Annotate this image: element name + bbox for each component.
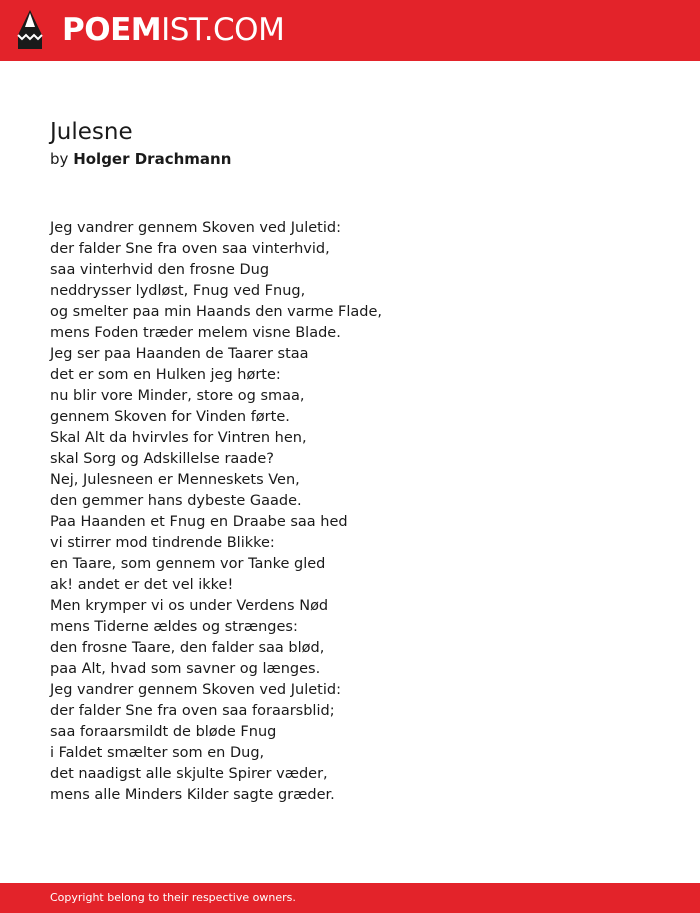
poem-author: Holger Drachmann <box>73 150 232 168</box>
poem-line: Jeg vandrer gennem Skoven ved Juletid: <box>50 220 341 236</box>
poem-line: neddrysser lydløst, Fnug ved Fnug, <box>50 283 306 299</box>
poem-line: der falder Sne fra oven saa foraarsblid; <box>50 703 335 719</box>
poem-line: ak! andet er det vel ikke! <box>50 577 234 593</box>
poem-line: paa Alt, hvad som savner og længes. <box>50 661 321 677</box>
poem-byline <box>50 149 231 169</box>
poem-line: i Faldet smælter som en Dug, <box>50 745 265 761</box>
logo-bold-text: POEM <box>62 12 162 48</box>
poem-line: nu blir vore Minder, store og smaa, <box>50 388 305 404</box>
poem-line: skal Sorg og Adskillelse raade? <box>50 451 274 467</box>
site-header <box>0 0 700 61</box>
poem-line: mens Tiderne ældes og strænges: <box>50 619 298 635</box>
poem-line: mens Foden træder melem visne Blade. <box>50 325 341 341</box>
poem-line: det er som en Hulken jeg hørte: <box>50 367 281 383</box>
site-logo[interactable] <box>62 12 284 48</box>
poem-line: Men krymper vi os under Verdens Nød <box>50 598 329 614</box>
poem-line: Jeg vandrer gennem Skoven ved Juletid: <box>50 682 341 698</box>
poem-line: vi stirrer mod tindrende Blikke: <box>50 535 275 551</box>
poem-line: og smelter paa min Haands den varme Flade, <box>50 304 382 320</box>
copyright-text: Copyright belong to their respective owners. <box>50 891 296 904</box>
poem-line: en Taare, som gennem vor Tanke gled <box>50 556 326 572</box>
poem-line: saa vinterhvid den frosne Dug <box>50 262 270 278</box>
poem-line: den gemmer hans dybeste Gaade. <box>50 493 302 509</box>
poem-line: den frosne Taare, den falder saa blød, <box>50 640 325 656</box>
poem-line: der falder Sne fra oven saa vinterhvid, <box>50 241 330 257</box>
poem-line: saa foraarsmildt de bløde Fnug <box>50 724 277 740</box>
pencil-tip-icon[interactable] <box>17 9 43 51</box>
poem-line: Jeg ser paa Haanden de Taarer staa <box>50 346 309 362</box>
poem-line: gennem Skoven for Vinden førte. <box>50 409 290 425</box>
poem-line: det naadigst alle skjulte Spirer væder, <box>50 766 328 782</box>
poem-line: mens alle Minders Kilder sagte græder. <box>50 787 335 803</box>
poem-line: Skal Alt da hvirvles for Vintren hen, <box>50 430 307 446</box>
poem-title: Julesne <box>50 119 133 145</box>
poem-body <box>50 218 382 806</box>
byline-label: by <box>50 150 69 168</box>
poem-line: Nej, Julesneen er Menneskets Ven, <box>50 472 300 488</box>
logo-light-text: IST.COM <box>161 12 285 48</box>
poem-line: Paa Haanden et Fnug en Draabe saa hed <box>50 514 348 530</box>
site-footer <box>0 883 700 913</box>
